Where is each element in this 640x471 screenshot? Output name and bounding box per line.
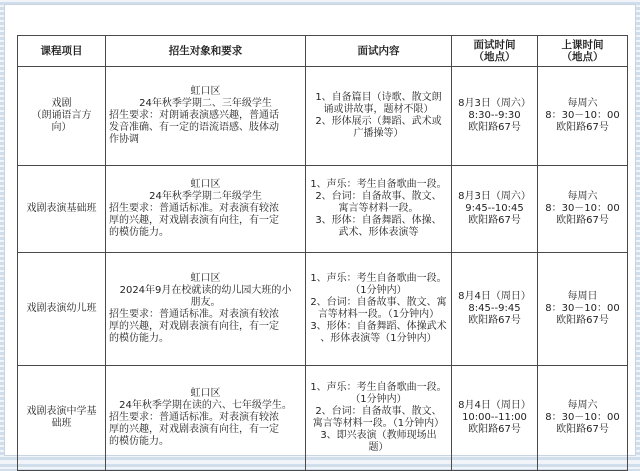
class-time-cell: 每周六 8：30－10：00 欧阳路67号	[538, 67, 628, 166]
schedule-sheet	[4, 4, 636, 456]
table-row	[18, 166, 628, 253]
course-cell: 戏剧表演幼儿班	[18, 253, 106, 366]
table-row	[18, 67, 628, 166]
interview-time-cell: 8月4日（周日） 10:00--11:00 欧阳路67号	[452, 366, 538, 471]
interview-cell: 1、声乐：考生自备歌曲一段。 2、台词：自备故事、散文、 寓言等材料一段。 3、形体：自备舞蹈、体操、 武术、形体表演等	[306, 166, 452, 253]
header-course: 课程项目	[18, 36, 106, 67]
interview-cell: 1、自备篇目（诗歌、散文朗 诵或讲故事，题材不限） 2、形体展示（舞蹈、武术或 广播操等）	[306, 67, 452, 166]
course-cell: 戏剧表演中学基 础班	[18, 366, 106, 471]
interview-cell: 1、声乐：考生自备歌曲一段。 （1分钟内） 2、台词：自备故事、散文、 寓言等材料一段。（1分钟内） 3、即兴表演（教师现场出 题）	[306, 366, 452, 471]
class-time-cell: 每周六 8：30－10：00 欧阳路67号	[538, 366, 628, 471]
header-interview-time: 面试时间 （地点）	[452, 36, 538, 67]
header-class-time: 上课时间 （地点）	[538, 36, 628, 67]
table-header-row	[18, 36, 628, 67]
header-requirements: 招生对象和要求	[106, 36, 306, 67]
requirements-cell: 虹口区 2024年9月在校就读的幼儿园大班的小 朋友。 招生要求：普通话标准。对表演有较浓 厚的兴趣，对戏剧表演有向往，有一定 的模仿能力。	[106, 253, 306, 366]
class-time-cell: 每周日 8：30－10：00 欧阳路67号	[538, 253, 628, 366]
class-time-cell: 每周六 8：30－10：00 欧阳路67号	[538, 166, 628, 253]
course-cell: 戏剧表演基础班	[18, 166, 106, 253]
table-row	[18, 366, 628, 471]
table-row	[18, 253, 628, 366]
header-interview: 面试内容	[306, 36, 452, 67]
requirements-cell: 虹口区 24年秋季学期二年级学生 招生要求：普通话标准。对表演有较浓 厚的兴趣，对戏剧表演有向往，有一定 的模仿能力。	[106, 166, 306, 253]
requirements-cell: 虹口区 24年秋季学期二、三年级学生 招生要求：对朗诵表演感兴趣，普通话 发音准确、有一定的语流语感、肢体动 作协调	[106, 67, 306, 166]
course-schedule-table	[17, 35, 628, 471]
interview-time-cell: 8月4日（周日） 8:45--9:45 欧阳路67号	[452, 253, 538, 366]
course-cell: 戏剧 （朗诵语言方 向）	[18, 67, 106, 166]
interview-time-cell: 8月3日（周六） 9:45--10:45 欧阳路67号	[452, 166, 538, 253]
interview-cell: 1、声乐：考生自备歌曲一段。 （1分钟内） 2、台词：自备故事、散文、寓 言等材料一段。（1分钟内） 3、形体：自备舞蹈、体操武术 、形体表演等（1分钟内）	[306, 253, 452, 366]
interview-time-cell: 8月3日（周六） 8:30--9:30 欧阳路67号	[452, 67, 538, 166]
requirements-cell: 虹口区 24年秋季学期在读的六、七年级学生。 招生要求：普通话标准。对表演有较浓 厚的兴趣，对戏剧表演有向往，有一定 的模仿能力。	[106, 366, 306, 471]
